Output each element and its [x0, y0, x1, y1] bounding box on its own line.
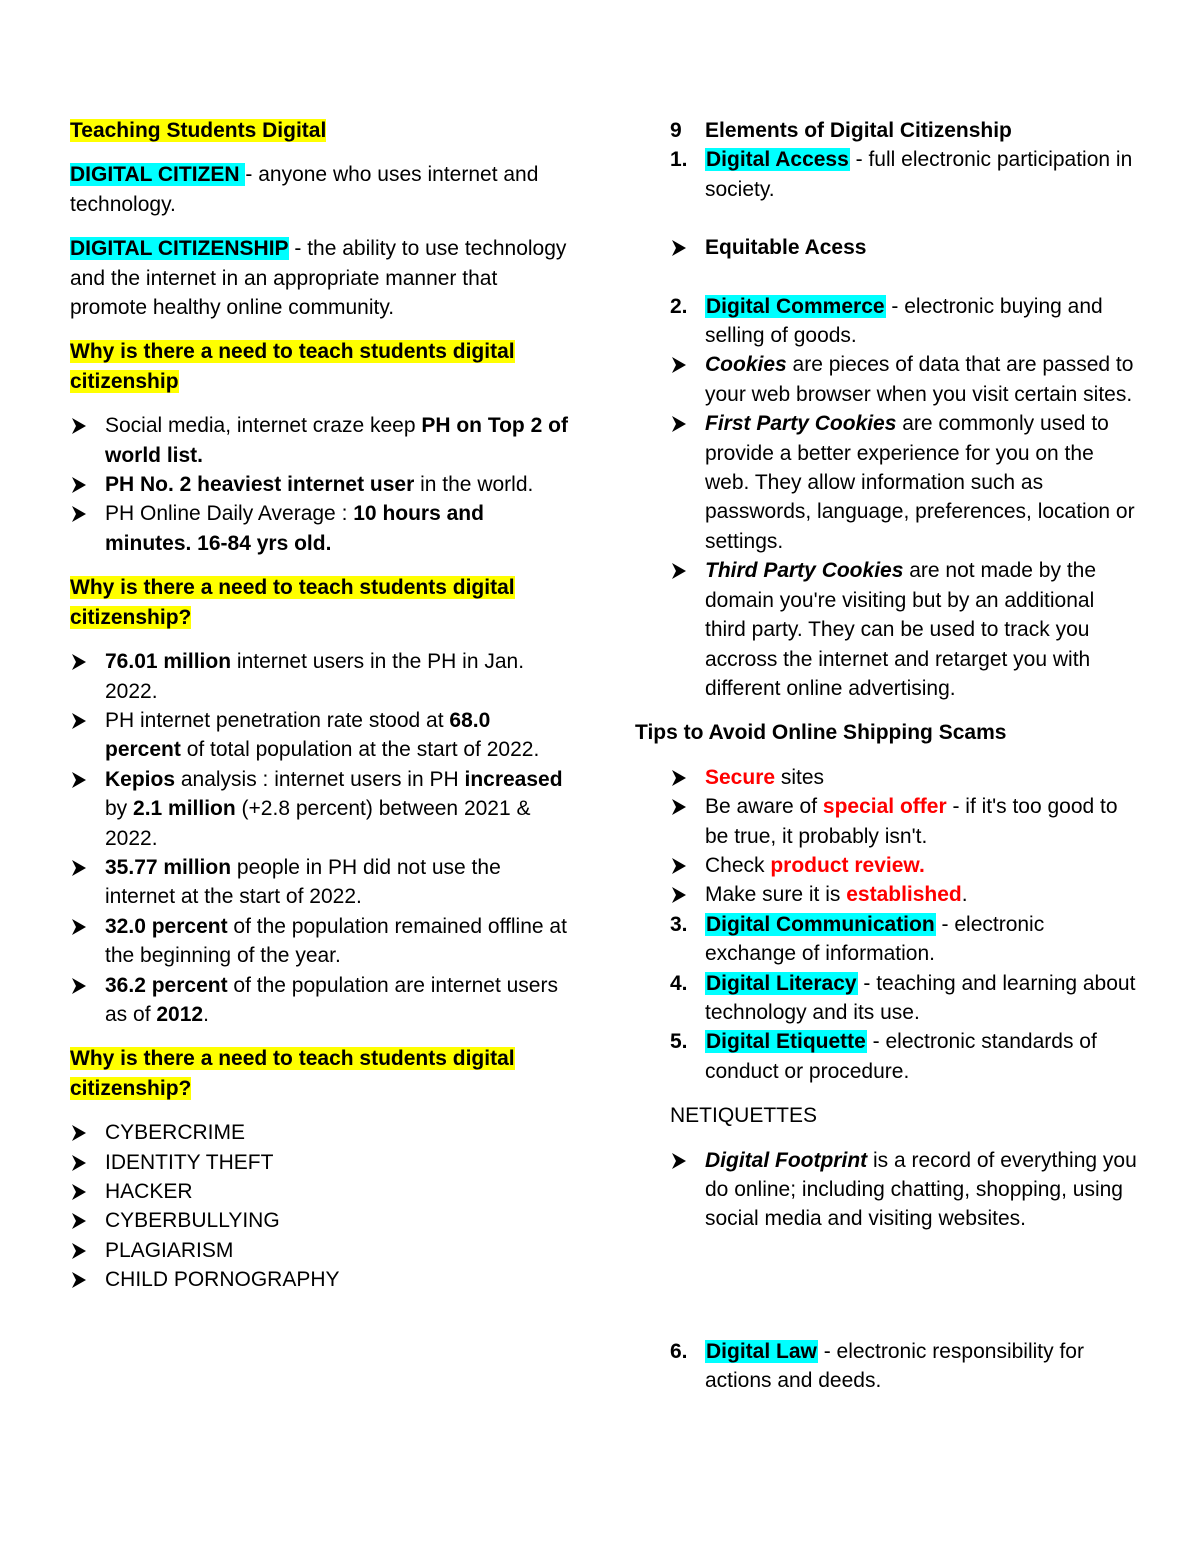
- doc-title: Teaching Students Digital: [70, 119, 327, 142]
- list-item: CYBERCRIME: [70, 1118, 570, 1147]
- threats-list: [70, 1118, 570, 1294]
- statistics-list: [70, 647, 570, 1029]
- arrow-bullet-icon: [70, 706, 94, 730]
- arrow-bullet-icon: [70, 765, 94, 789]
- arrow-bullet-icon: [670, 1146, 694, 1170]
- list-item: CYBERBULLYING: [70, 1206, 570, 1235]
- list-item: Be aware of special offer - if it's too good to be true, it probably isn't.: [670, 792, 1140, 851]
- reasons-list-1: [70, 411, 570, 558]
- arrow-bullet-icon: [670, 556, 694, 580]
- list-item: 36.2 percent of the population are internet users as of 2012.: [70, 971, 570, 1030]
- equitable-list: [670, 233, 1140, 262]
- list-item: HACKER: [70, 1177, 570, 1206]
- elements-list-3: [670, 910, 1140, 1086]
- arrow-bullet-icon: [70, 1206, 94, 1230]
- arrow-bullet-icon: [70, 1177, 94, 1201]
- element-digital-communication: 3. Digital Communication - electronic exchange of information.: [670, 912, 1045, 966]
- question-heading-2: Why is there a need to teach students digital citizenship?: [70, 576, 515, 629]
- arrow-bullet-icon: [670, 763, 694, 787]
- list-item: Secure sites: [670, 763, 1140, 792]
- element-digital-law: 6. Digital Law - electronic responsibility for actions and deeds.: [670, 1339, 1084, 1393]
- list-item: PH internet penetration rate stood at 68.0 percent of total population at the start of 2022.: [70, 706, 570, 765]
- arrow-bullet-icon: [70, 1148, 94, 1172]
- element-digital-literacy: 4. Digital Literacy - teaching and learning about technology and its use.: [670, 971, 1136, 1024]
- arrow-bullet-icon: [70, 912, 94, 936]
- list-item: 32.0 percent of the population remained offline at the beginning of the year.: [70, 912, 570, 971]
- list-item: 35.77 million people in PH did not use the internet at the start of 2022.: [70, 853, 570, 912]
- arrow-bullet-icon: [670, 880, 694, 904]
- tips-list: [670, 763, 1140, 910]
- cookies-list: [670, 350, 1140, 703]
- arrow-bullet-icon: [70, 499, 94, 523]
- list-item: PH Online Daily Average : 10 hours and minutes. 16-84 yrs old.: [70, 499, 570, 558]
- list-item: First Party Cookies are commonly used to provide a better experience for you on the web. They allow information such as passwords, language, preferences, location or settings.: [670, 409, 1140, 556]
- element-digital-etiquette: 5. Digital Etiquette - electronic standards of conduct or procedure.: [670, 1030, 1097, 1083]
- left-column: [70, 116, 570, 1310]
- arrow-bullet-icon: [670, 233, 694, 257]
- list-item: PH No. 2 heaviest internet user in the world.: [70, 470, 570, 499]
- arrow-bullet-icon: [670, 792, 694, 816]
- section-heading: 9 Elements of Digital Citizenship: [670, 119, 1012, 142]
- definition-digital-citizenship: DIGITAL CITIZENSHIP - the ability to use technology and the internet in an appropriate manner that promote healthy online community.: [70, 237, 567, 320]
- arrow-bullet-icon: [70, 1236, 94, 1260]
- list-item: Cookies are pieces of data that are passed to your web browser when you visit certain sites.: [670, 350, 1140, 409]
- arrow-bullet-icon: [70, 647, 94, 671]
- arrow-bullet-icon: [670, 350, 694, 374]
- tips-heading: Tips to Avoid Online Shipping Scams: [635, 721, 1007, 745]
- footprint-list: [670, 1146, 1140, 1234]
- question-heading-3: Why is there a need to teach students digital citizenship?: [70, 1047, 515, 1100]
- netiquettes-heading: NETIQUETTES: [670, 1104, 818, 1128]
- list-item: Social media, internet craze keep PH on Top 2 of world list.: [70, 411, 570, 470]
- arrow-bullet-icon: [70, 971, 94, 995]
- element-digital-commerce: 2. Digital Commerce - electronic buying and selling of goods.: [670, 294, 1103, 348]
- arrow-bullet-icon: [70, 470, 94, 494]
- question-heading-1: Why is there a need to teach students digital citizenship: [70, 340, 515, 393]
- element-digital-access: 1. Digital Access - full electronic participation in society.: [670, 148, 1133, 201]
- arrow-bullet-icon: [70, 853, 94, 877]
- list-item: Third Party Cookies are not made by the domain you're visiting but by an additional third party. They can be used to track you accross the internet and retarget you with different online advertising.: [670, 556, 1140, 703]
- list-item: Digital Footprint is a record of everything you do online; including chatting, shopping, using social media and visiting websites.: [670, 1146, 1140, 1234]
- list-item: Equitable Acess: [670, 233, 1140, 262]
- arrow-bullet-icon: [70, 1118, 94, 1142]
- term-digital-citizenship: DIGITAL CITIZENSHIP: [70, 237, 289, 261]
- elements-list-6: [670, 1337, 1140, 1396]
- arrow-bullet-icon: [670, 409, 694, 433]
- definition-digital-citizen: DIGITAL CITIZEN - anyone who uses internet and technology.: [70, 163, 539, 216]
- list-item: Kepios analysis : internet users in PH increased by 2.1 million (+2.8 percent) between 2021 & 2022.: [70, 765, 570, 853]
- elements-list-2: [670, 292, 1140, 351]
- arrow-bullet-icon: [70, 411, 94, 435]
- elements-heading: [670, 116, 1140, 204]
- list-item: 76.01 million internet users in the PH in Jan. 2022.: [70, 647, 570, 706]
- list-item: PLAGIARISM: [70, 1236, 570, 1265]
- arrow-bullet-icon: [70, 1265, 94, 1289]
- arrow-bullet-icon: [670, 851, 694, 875]
- list-item: CHILD PORNOGRAPHY: [70, 1265, 570, 1294]
- list-item: Check product review.: [670, 851, 1140, 880]
- right-column: [635, 116, 1140, 1396]
- list-item: Make sure it is established.: [670, 880, 1140, 909]
- term-digital-citizen: DIGITAL CITIZEN: [70, 163, 246, 187]
- list-item: IDENTITY THEFT: [70, 1148, 570, 1177]
